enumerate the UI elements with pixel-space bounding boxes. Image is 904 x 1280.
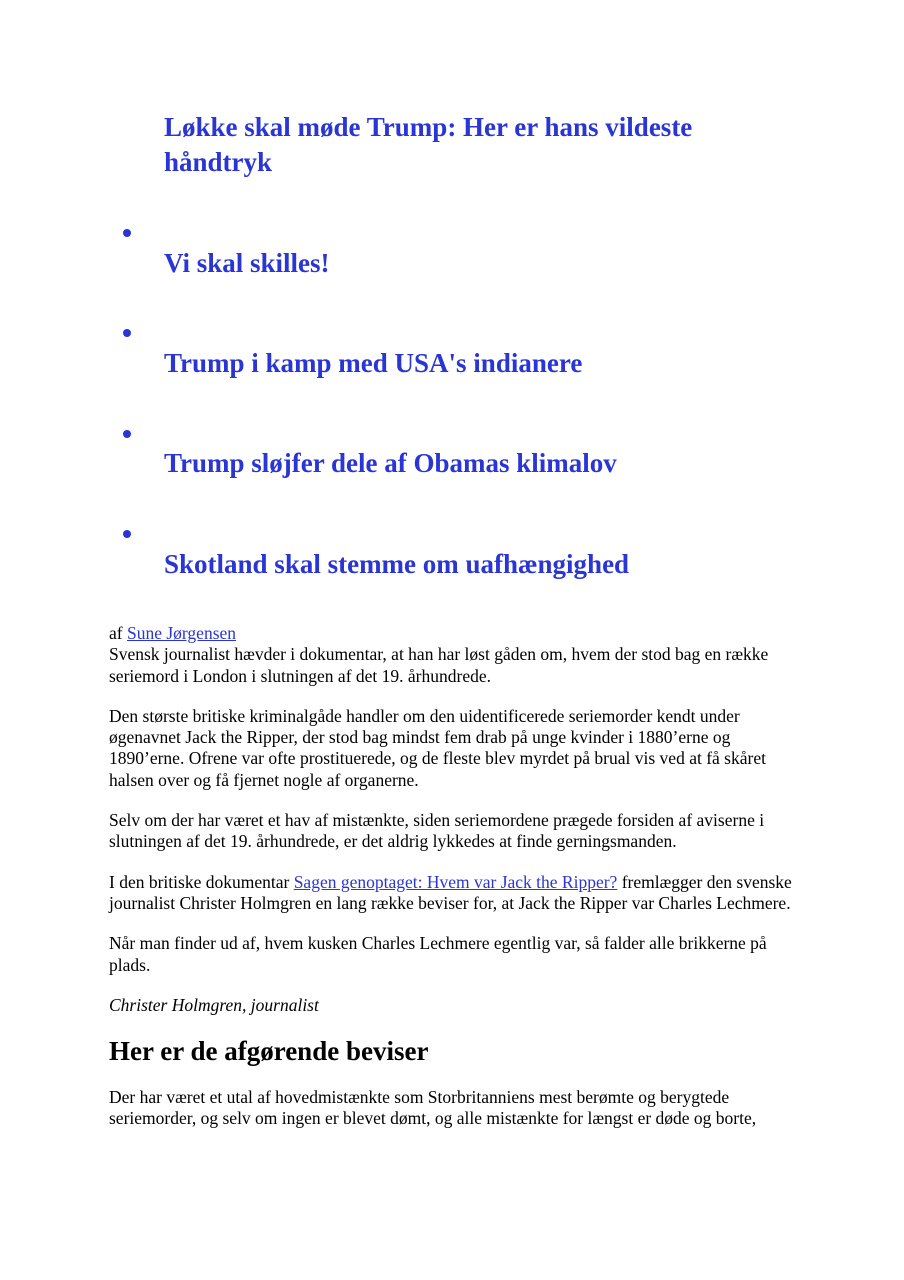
section-heading: Her er de afgørende beviser (109, 1036, 429, 1067)
article-paragraph: Når man finder ud af, hvem kusken Charles Lechmere egentlig var, så falder alle brikkerne på plads. (109, 933, 767, 975)
related-article-link[interactable]: Løkke skal møde Trump: Her er hans vildeste håndtryk (164, 112, 693, 177)
related-article-link[interactable]: Skotland skal stemme om uafhængighed (164, 549, 630, 579)
bullet-icon (123, 530, 131, 538)
bullet-icon (123, 229, 131, 237)
quote-attribution: Christer Holmgren, journalist (109, 994, 319, 1015)
byline (109, 623, 799, 644)
article-paragraph: Selv om der har været et hav af mistænkte, siden seriemordene prægede forsiden af aviserne i slutningen af det 19. århundrede, er det aldrig lykkedes at finde gerningsmanden. (109, 810, 765, 852)
byline-prefix: af (109, 623, 123, 643)
article-paragraph (109, 872, 799, 915)
paragraph-text: I den britiske dokumentar (109, 871, 294, 892)
article-lead: Svensk journalist hævder i dokumentar, at han har løst gåden om, hvem der stod bag en række seriemord i London i slutningen af det 19. århundrede. (109, 644, 769, 686)
related-article-link[interactable]: Trump i kamp med USA's indianere (164, 348, 583, 378)
documentary-link[interactable]: Sagen genoptaget: Hvem var Jack the Ripper? (293, 871, 618, 892)
article-paragraph: Der har været et utal af hovedmistænkte som Storbritanniens mest berømte og berygtede seriemorder, og selv om ingen er blevet dømt, og alle mistænkte for længst er døde og borte, (109, 1087, 757, 1129)
related-article-link[interactable]: Trump sløjfer dele af Obamas klimalov (164, 448, 617, 478)
bullet-icon (123, 329, 131, 337)
article-body (109, 623, 799, 1149)
related-article-link[interactable]: Vi skal skilles! (164, 248, 330, 278)
bullet-icon (123, 430, 131, 438)
paragraph-text: fremlægger den svenske journalist Christer Holmgren en lang række beviser for, at Jack the Ripper var Charles Lechmere. (109, 871, 792, 913)
author-link[interactable]: Sune Jørgensen (126, 623, 237, 643)
article-paragraph: Den største britiske kriminalgåde handler om den uidentificerede seriemorder kendt under øgenavnet Jack the Ripper, der stod bag mindst fem drab på unge kvinder i 1880’erne og 1890’erne. Ofrene var ofte prostituerede, og de fleste blev myrdet på brual vis ved at få skåret halsen over og få fjernet nogle af organerne. (109, 705, 766, 790)
